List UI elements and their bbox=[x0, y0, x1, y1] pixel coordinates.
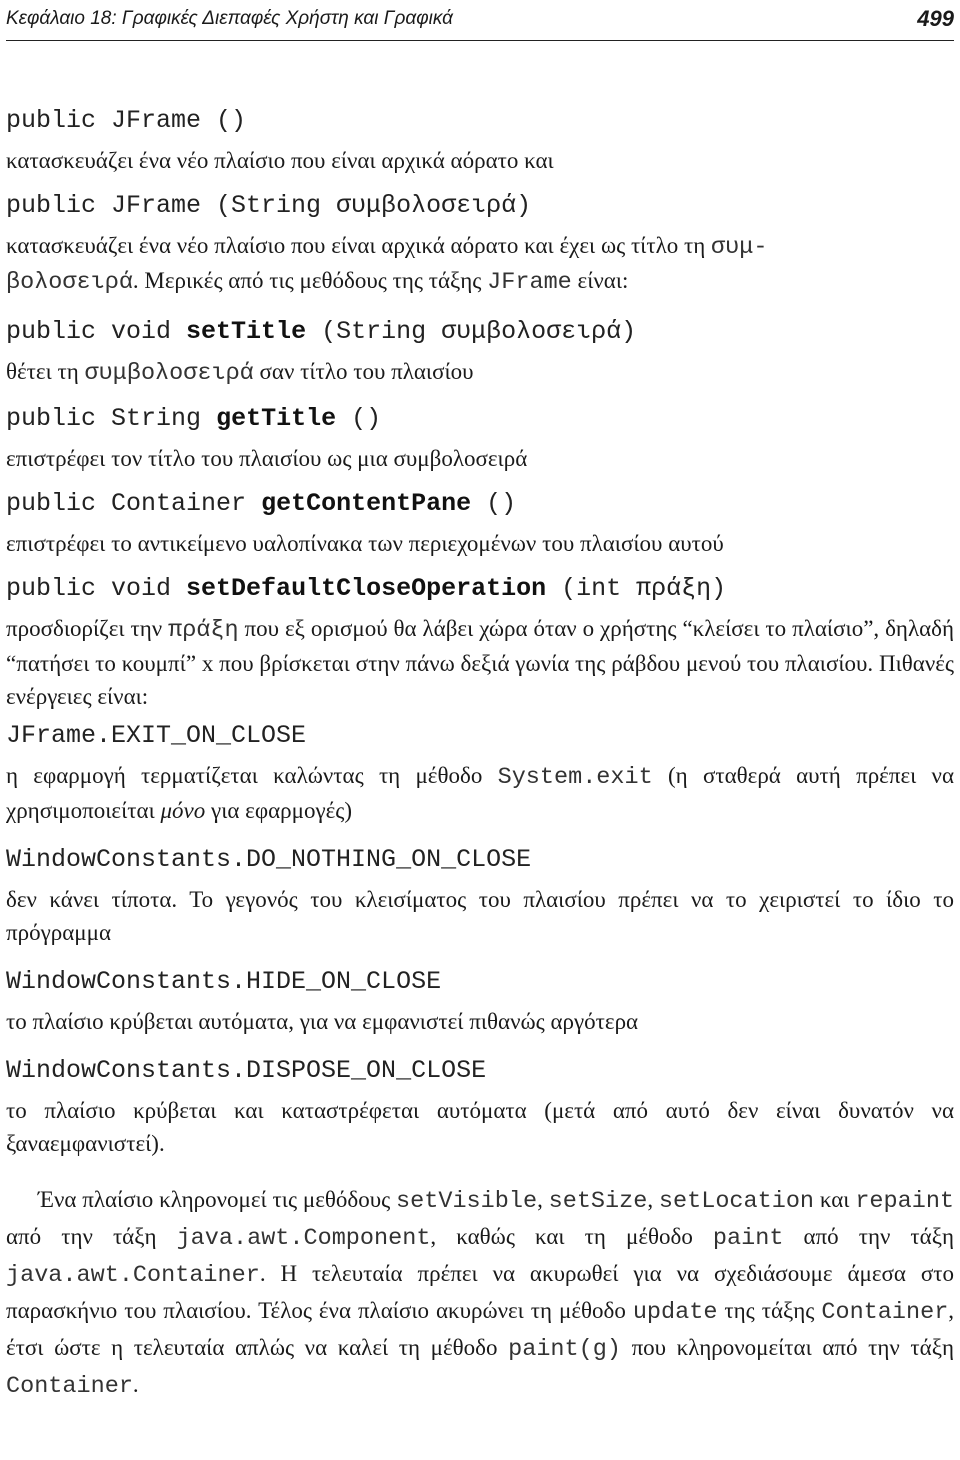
constant-description: το πλαίσιο κρύβεται αυτόματα, για να εμφανιστεί πιθανώς αργότερα bbox=[6, 1009, 639, 1034]
inline-code: πράξη bbox=[168, 617, 239, 644]
inline-code: Container bbox=[821, 1299, 949, 1326]
method-name: getTitle bbox=[216, 404, 337, 433]
sig-params: (String συμβολοσειρά) bbox=[321, 317, 637, 346]
inline-code: setVisible bbox=[396, 1188, 538, 1215]
para-text: , έτσι ώστε η τελευταία απλώς να καλεί τη μέθοδο bbox=[6, 1298, 955, 1360]
method-signature bbox=[6, 487, 954, 521]
method-description: κατασκευάζει ένα νέο πλαίσιο που είναι αρχικά αόρατο και bbox=[6, 148, 554, 173]
method-description bbox=[6, 355, 954, 390]
page-header bbox=[6, 0, 954, 41]
desc-text: για εφαρμογές) bbox=[211, 798, 353, 823]
method-description bbox=[6, 612, 954, 713]
constant-description: δεν κάνει τίποτα. Το γεγονός του κλεισίματος του πλαισίου πρέπει να το χειριστεί το ίδιο το πρόγραμμα bbox=[6, 887, 954, 945]
method-name: setDefaultCloseOperation bbox=[186, 574, 547, 603]
constant-name: WindowConstants.DO_NOTHING_ON_CLOSE bbox=[6, 845, 532, 874]
inline-code: java.awt.Container bbox=[6, 1262, 260, 1289]
inline-code: repaint bbox=[855, 1188, 955, 1215]
method-description: επιστρέφει τον τίτλο του πλαισίου ως μια συμβολοσειρά bbox=[6, 446, 528, 471]
para-text: της τάξης bbox=[724, 1298, 815, 1323]
desc-text: . Μερικές από τις μεθόδους της τάξης bbox=[132, 268, 482, 293]
inline-code: paint bbox=[712, 1225, 784, 1252]
inline-code: JFrame bbox=[487, 269, 572, 296]
para-text: που κληρονομείται από την τάξη bbox=[631, 1335, 955, 1360]
para-text: , bbox=[647, 1187, 654, 1212]
method-signature: public JFrame () bbox=[6, 106, 247, 135]
constant-name: WindowConstants.DISPOSE_ON_CLOSE bbox=[6, 1056, 487, 1085]
chapter-title: Κεφάλαιο 18: Γραφικές Διεπαφές Χρήστη και Γραφικά bbox=[6, 8, 453, 29]
constant-name: JFrame.EXIT_ON_CLOSE bbox=[6, 721, 307, 750]
para-text: Ένα πλαίσιο κληρονομεί τις μεθόδους bbox=[38, 1187, 391, 1212]
desc-text: σαν τίτλο του πλαισίου bbox=[259, 359, 474, 384]
sig-prefix: public void bbox=[6, 574, 172, 603]
desc-text: είναι: bbox=[577, 268, 629, 293]
method-signature bbox=[6, 572, 954, 606]
page-body bbox=[6, 104, 954, 1404]
desc-text: η εφαρμογή τερματίζεται καλώντας τη μέθοδο bbox=[6, 763, 483, 788]
emphasis: μόνο bbox=[160, 798, 206, 823]
method-name: getContentPane bbox=[261, 489, 472, 518]
inline-code: συμβολοσειρά bbox=[84, 360, 254, 387]
inline-code: Container bbox=[6, 1373, 133, 1400]
method-signature: public JFrame (String συμβολοσειρά) bbox=[6, 191, 532, 220]
inline-code: update bbox=[632, 1299, 718, 1326]
desc-text: που εξ ορισμού θα λάβει χώρα όταν ο χρήστης “κλείσει το πλαίσιο”, δηλαδή “πατήσει το κουμπί” x που βρίσκεται στην πάνω δεξιά γωνία της ράβδου μενού του πλαισίου. Πιθανές ενέργειες είναι: bbox=[6, 616, 955, 709]
para-text: , καθώς και τη μέθοδο bbox=[430, 1224, 693, 1249]
method-signature bbox=[6, 315, 954, 349]
page-number: 499 bbox=[917, 6, 954, 31]
inline-code: setSize bbox=[548, 1188, 648, 1215]
inline-code: java.awt.Component bbox=[176, 1225, 431, 1252]
para-text: από την τάξη bbox=[6, 1224, 157, 1249]
sig-params: (int πράξη) bbox=[561, 574, 727, 603]
inline-code: setLocation bbox=[658, 1188, 815, 1215]
sig-params: () bbox=[486, 489, 517, 518]
inline-code: συμ- bbox=[711, 234, 768, 261]
sig-params: () bbox=[351, 404, 382, 433]
para-text: και bbox=[819, 1187, 850, 1212]
inline-code: βολοσειρά bbox=[6, 269, 133, 296]
sig-prefix: public Container bbox=[6, 489, 247, 518]
para-text: , bbox=[537, 1187, 543, 1212]
sig-prefix: public void bbox=[6, 317, 172, 346]
constant-name: WindowConstants.HIDE_ON_CLOSE bbox=[6, 967, 442, 996]
desc-text: θέτει τη bbox=[6, 359, 79, 384]
para-text: από την τάξη bbox=[803, 1224, 954, 1249]
method-signature bbox=[6, 402, 954, 436]
constant-description bbox=[6, 759, 954, 827]
sig-prefix: public String bbox=[6, 404, 202, 433]
method-name: setTitle bbox=[186, 317, 307, 346]
method-description bbox=[6, 229, 954, 299]
inline-code: System.exit bbox=[497, 764, 653, 791]
inline-code: paint(g) bbox=[508, 1336, 621, 1363]
constant-description: το πλαίσιο κρύβεται και καταστρέφεται αυτόματα (μετά από αυτό δεν είναι δυνατόν να ξαναεμφανιστεί). bbox=[6, 1098, 954, 1156]
body-paragraph bbox=[6, 1182, 954, 1404]
para-text: . Η τελευταία πρέπει να ακυρωθεί για να σχεδιάσουμε άμεσα στο παρασκήνιο του πλαισίου. Τέλος ένα πλαίσιο ακυρώνει τη μέθοδο bbox=[6, 1261, 954, 1323]
desc-text: προσδιορίζει την bbox=[6, 616, 163, 641]
method-description: επιστρέφει το αντικείμενο υαλοπίνακα των περιεχομένων του πλαισίου αυτού bbox=[6, 531, 724, 556]
desc-text: κατασκευάζει ένα νέο πλαίσιο που είναι αρχικά αόρατο και έχει ως τίτλο τη bbox=[6, 233, 706, 258]
para-text: . bbox=[132, 1372, 139, 1397]
desc-text: (η σταθερά αυτή πρέπει να χρησιμοποιείται bbox=[6, 763, 954, 823]
